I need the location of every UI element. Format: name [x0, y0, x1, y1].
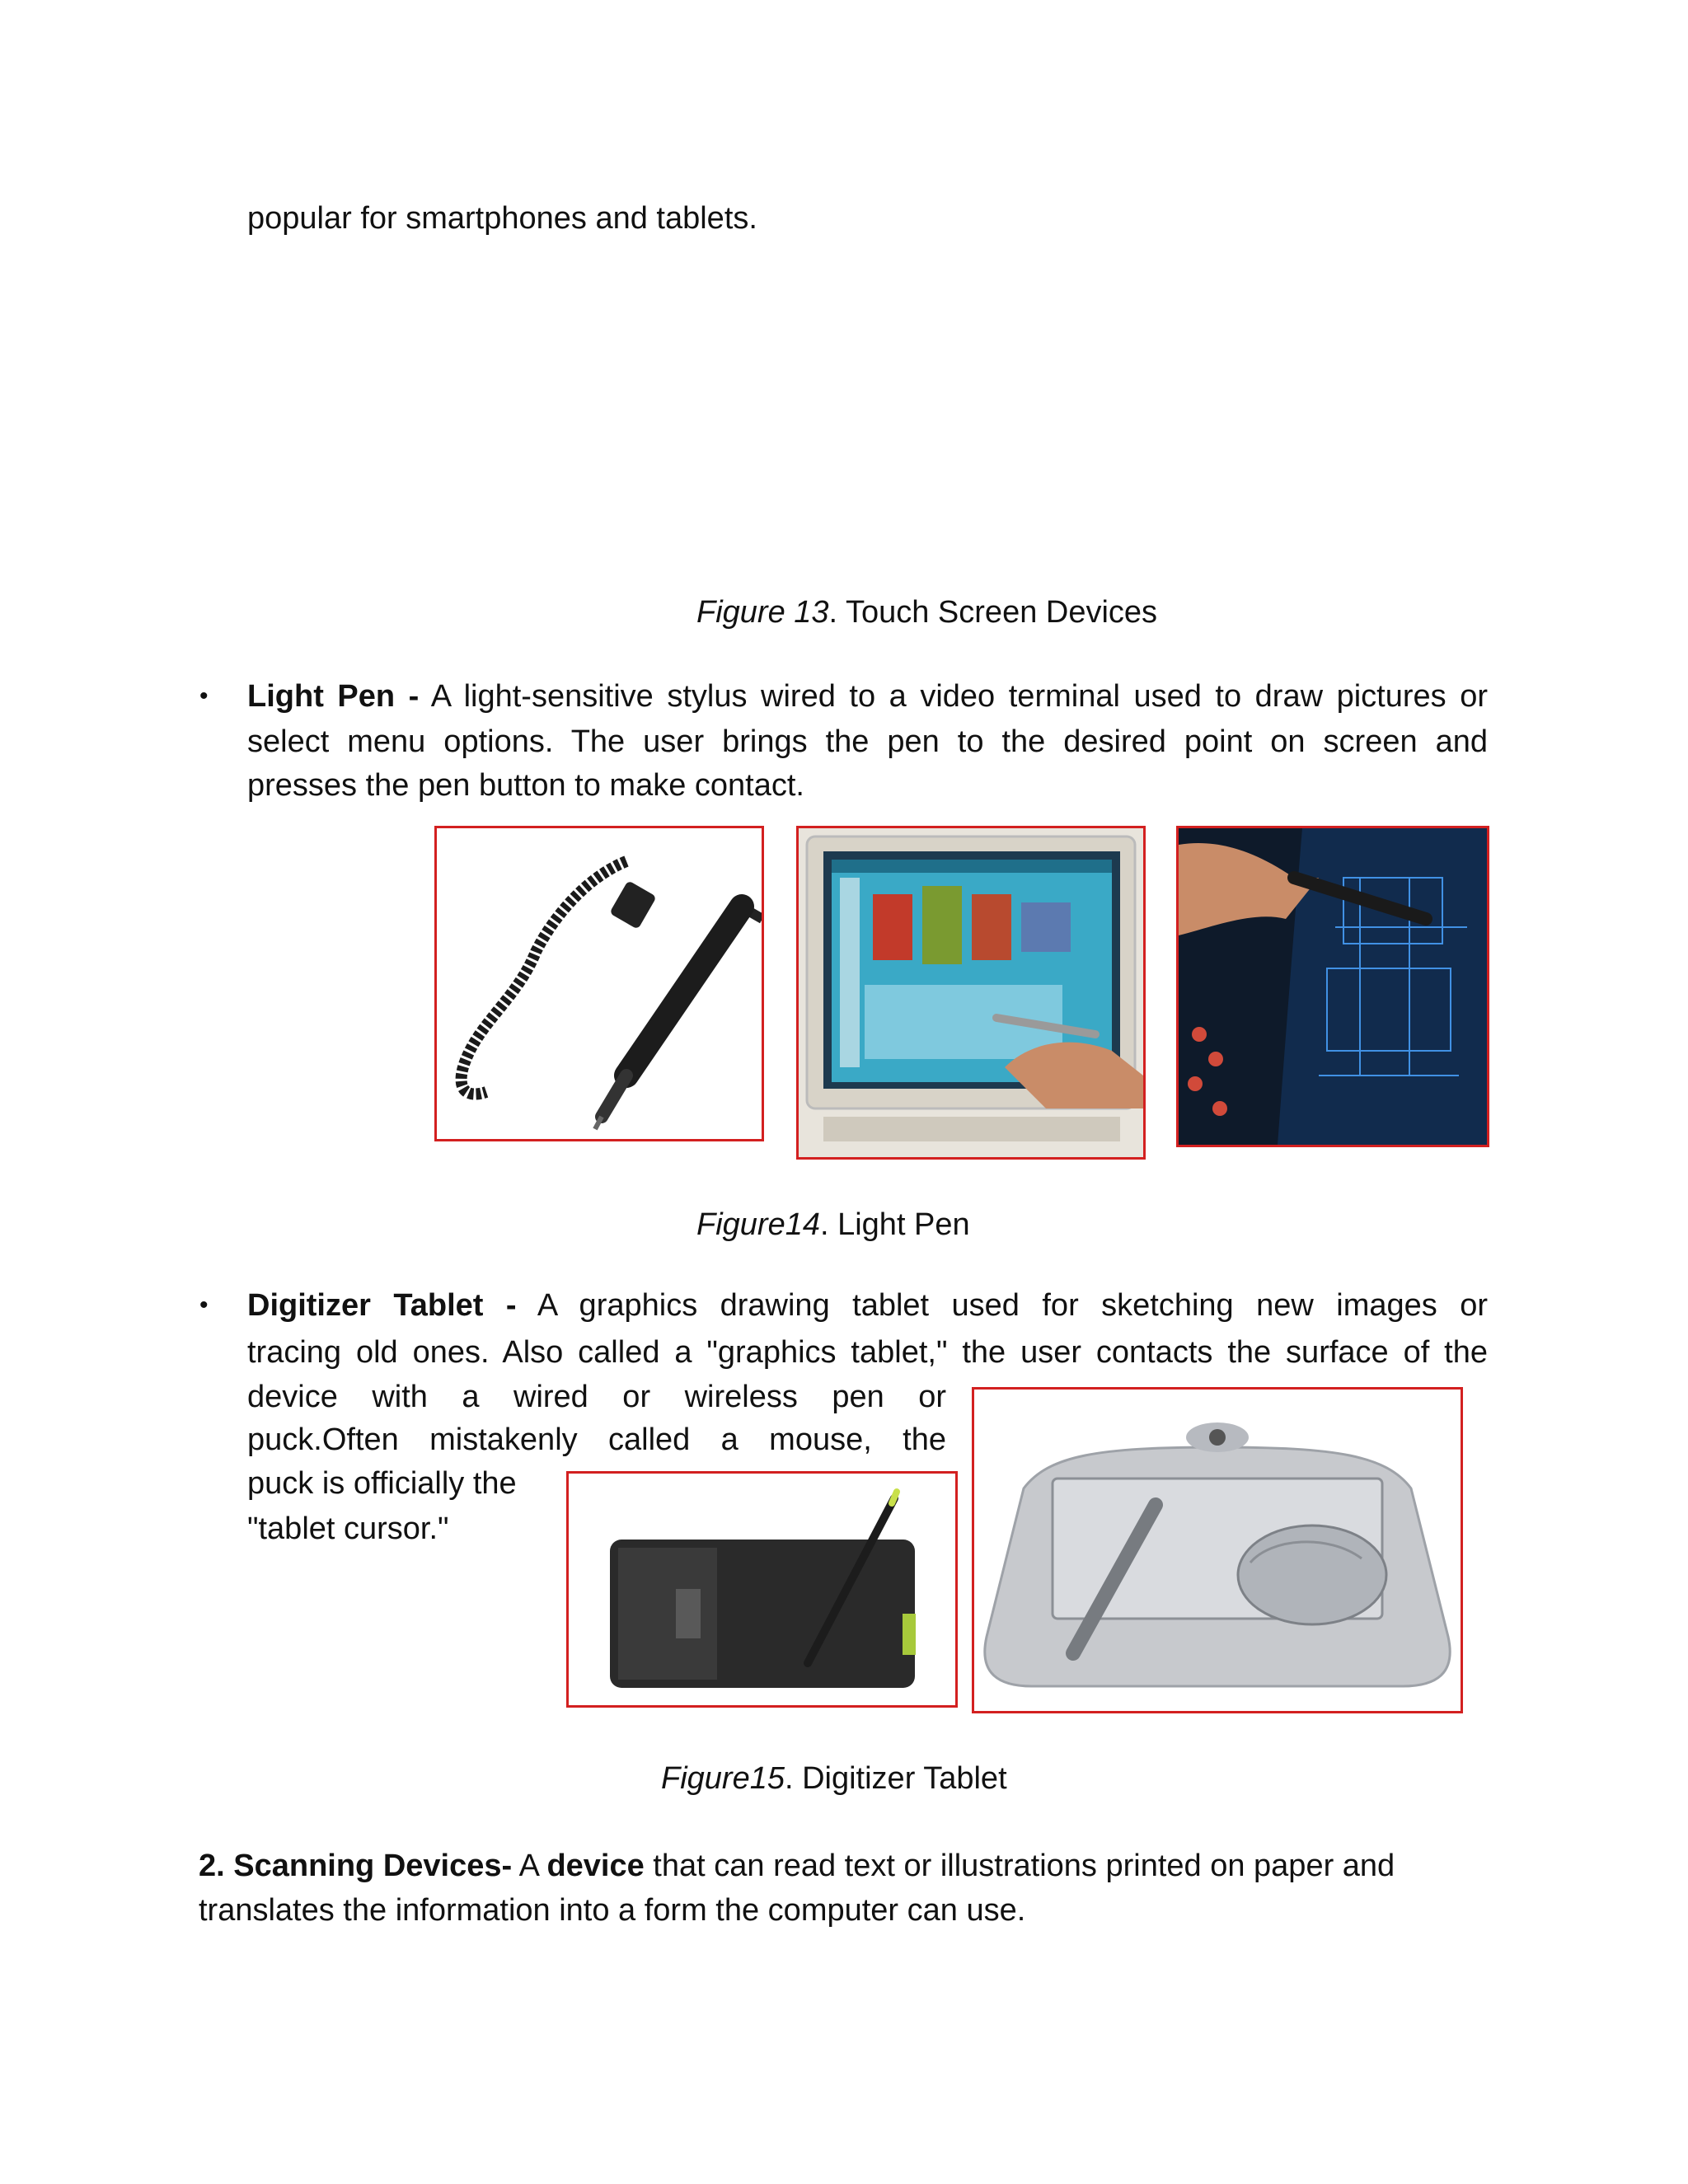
digitizer-line-4: puck.Often mistakenly called a mouse, the — [247, 1422, 946, 1457]
light-pen-line-1 — [247, 674, 1488, 719]
figure-15-caption — [661, 1756, 1007, 1801]
figure-15-text: . Digitizer Tablet — [784, 1761, 1007, 1796]
digitizer-photo-pen-tablet — [566, 1471, 958, 1708]
digitizer-text-1: A graphics drawing tablet used for sketching new images or — [516, 1288, 1489, 1323]
digitizer-term: Digitizer Tablet - — [247, 1288, 517, 1323]
digitizer-photo-tablet-mouse — [972, 1387, 1463, 1713]
scanning-line-2: translates the information into a form the computer can use. — [199, 1893, 1026, 1928]
light-pen-photo-cad — [1176, 826, 1489, 1147]
bullet-digitizer: • — [199, 1291, 209, 1319]
scanning-term: 2. Scanning Devices- — [199, 1849, 513, 1883]
digitizer-line-1 — [247, 1283, 1488, 1328]
light-pen-line-3: presses the pen button to make contact. — [247, 768, 804, 803]
scanning-text-a: A — [512, 1849, 547, 1883]
intro-line: popular for smartphones and tablets. — [247, 201, 757, 236]
figure-15-label: Figure15 — [661, 1761, 785, 1796]
figure-13-caption — [696, 590, 1157, 635]
scanning-line-1 — [199, 1844, 1395, 1888]
figure-14-text: . Light Pen — [819, 1207, 970, 1242]
scanning-device-word: device — [546, 1849, 645, 1883]
light-pen-term: Light Pen - — [247, 679, 420, 714]
digitizer-line-5: puck is officially the — [247, 1466, 517, 1501]
figure-14-caption — [696, 1202, 970, 1247]
light-pen-text-1: A light-sensitive stylus wired to a video terminal used to draw pictures or — [419, 679, 1488, 714]
figure-13-label: Figure 13 — [696, 595, 829, 630]
scanning-text-c: that can read text or illustrations printed on paper and — [644, 1849, 1395, 1883]
light-pen-line-2: select menu options. The user brings the pen to the desired point on screen and — [247, 724, 1488, 759]
bullet-light-pen: • — [199, 682, 209, 710]
light-pen-photo-monitor — [796, 826, 1146, 1160]
digitizer-line-2: tracing old ones. Also called a "graphics tablet," the user contacts the surface of the — [247, 1335, 1488, 1370]
digitizer-line-3: device with a wired or wireless pen or — [247, 1380, 946, 1414]
figure-14-label: Figure14 — [696, 1207, 820, 1242]
figure-13-text: . Touch Screen Devices — [828, 595, 1158, 630]
digitizer-line-6: "tablet cursor." — [247, 1511, 449, 1546]
light-pen-photo-stylus — [434, 826, 764, 1141]
